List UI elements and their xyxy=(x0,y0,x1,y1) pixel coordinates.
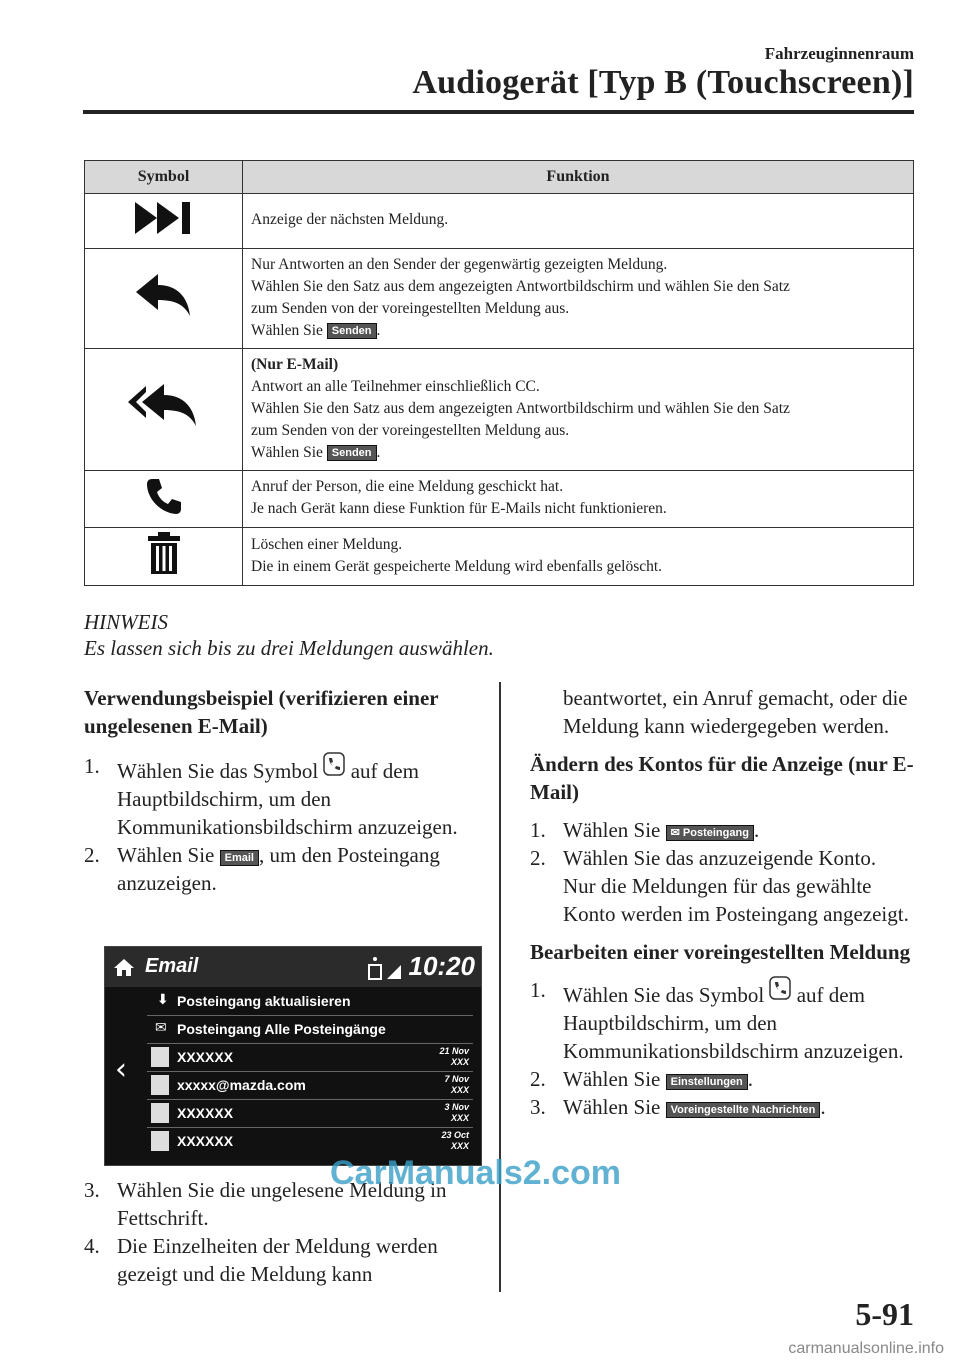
note-heading: HINWEIS xyxy=(84,610,168,634)
back-arrow-icon: ‹ xyxy=(115,1052,127,1087)
left-column xyxy=(84,684,484,897)
screen-title-bar xyxy=(105,947,481,987)
table-row xyxy=(85,471,914,528)
section-heading: Ändern des Kontos für die Anzeige (nur E-Mail) xyxy=(530,752,914,804)
reply-all-icon xyxy=(126,380,202,432)
update-inbox-row: ⬇ Posteingang aktualisieren xyxy=(147,989,473,1016)
table-row: Nur Antworten an den Sender der gegenwärtig gezeigten Meldung. Wählen Sie den Satz aus dem angezeigten Antwortbildschirm und wählen Sie den Satz zum Senden von der voreingestellten Meldung aus. Wählen Sie Senden . xyxy=(85,249,914,349)
phone-icon xyxy=(144,476,184,516)
column-header-function: Funktion xyxy=(243,161,914,194)
watermark: CarManuals2.com xyxy=(330,1154,621,1192)
envelope-icon: ✉ xyxy=(155,1020,167,1036)
function-text: Anzeige der nächsten Meldung. xyxy=(251,211,449,228)
email-screen-illustration xyxy=(104,946,482,1166)
inbox-button-image: ✉ Posteingang xyxy=(666,825,754,841)
communication-icon xyxy=(323,752,345,776)
message-row: XXXXXX 3 Nov XXX xyxy=(147,1101,473,1128)
trash-icon xyxy=(146,531,182,575)
site-watermark: carmanualsonline.info xyxy=(788,1340,944,1357)
section-heading: Verwendungsbeispiel (verifizieren einer ungelesenen E-Mail) xyxy=(84,686,439,738)
page-number: 5-91 xyxy=(855,1296,914,1332)
table-row xyxy=(85,528,914,586)
email-button-image: Email xyxy=(220,850,259,866)
section-label: Fahrzeuginnenraum xyxy=(764,44,914,63)
step-item: 1. Wählen Sie das Symbol auf dem Hauptbildschirm, um den Kommunikationsbildschirm anzuzeigen. xyxy=(84,754,458,839)
home-icon xyxy=(113,957,135,977)
signal-status-icon xyxy=(367,953,405,981)
message-row: XXXXXX 23 Oct XXX xyxy=(147,1129,473,1155)
function-text: Wählen Sie xyxy=(251,443,323,461)
function-text: Je nach Gerät kann diese Funktion für E-Mails nicht funktionieren. xyxy=(251,500,667,517)
screen-title: Email xyxy=(145,955,199,977)
page-title: Audiogerät [Typ B (Touchscreen)] xyxy=(412,64,914,101)
send-button-image: Senden xyxy=(327,323,377,339)
function-text: Wählen Sie xyxy=(251,321,323,339)
step-item: 2. Wählen Sie Email , um den Posteingang anzuzeigen. xyxy=(84,843,440,895)
download-icon: ⬇ xyxy=(157,992,169,1008)
contact-avatar-icon xyxy=(151,1047,169,1067)
function-text: Löschen einer Meldung. xyxy=(251,535,403,553)
step-item: 3. Wählen Sie die ungelesene Meldung in Fettschrift. xyxy=(84,1178,447,1230)
function-text: zum Senden von der voreingestellten Meldung aus. xyxy=(251,421,570,439)
step-item: 1. Wählen Sie das Symbol auf dem Hauptbildschirm, um den Kommunikationsbildschirm anzuzeigen. xyxy=(530,978,904,1063)
header-rule xyxy=(83,110,914,114)
table-row: (Nur E-Mail) Antwort an alle Teilnehmer einschließlich CC. Wählen Sie den Satz aus dem angezeigten Antwortbildschirm und wählen Sie den Satz zum Senden von der voreingestellten Meldung aus. Wählen Sie Senden . xyxy=(85,349,914,471)
function-text: Die in einem Gerät gespeicherte Meldung wird ebenfalls gelöscht. xyxy=(251,557,663,575)
reply-icon xyxy=(132,270,196,320)
step-item: 2. Wählen Sie das anzuzeigende Konto. Nur die Meldungen für das gewählte Konto werden im Posteingang angezeigt. xyxy=(530,846,909,926)
step-item: 2. Wählen Sie Einstellungen . xyxy=(530,1067,754,1091)
function-text-bold: (Nur E-Mail) xyxy=(251,355,339,373)
contact-avatar-icon xyxy=(151,1103,169,1123)
message-row: xxxxx@mazda.com 7 Nov XXX xyxy=(147,1073,473,1100)
screen-clock: 10:20 xyxy=(408,951,475,981)
right-column xyxy=(530,684,914,1121)
inbox-select-row: ✉ Posteingang Alle Posteingänge xyxy=(147,1017,473,1044)
contact-avatar-icon xyxy=(151,1075,169,1095)
function-text: Anruf der Person, die eine Meldung geschickt hat. xyxy=(251,478,564,495)
function-text: Nur Antworten an den Sender der gegenwärtig gezeigten Meldung. xyxy=(251,255,668,273)
column-divider xyxy=(499,682,501,1292)
communication-icon xyxy=(769,976,791,1000)
table-header-row xyxy=(85,161,914,194)
settings-button-image: Einstellungen xyxy=(666,1074,748,1090)
continued-text: beantwortet, ein Anruf gemacht, oder die Meldung kann wiedergegeben werden. xyxy=(563,686,908,738)
message-row: XXXXXX 21 Nov XXX xyxy=(147,1045,473,1072)
section-heading: Bearbeiten einer voreingestellten Meldung xyxy=(530,940,911,964)
function-text: Wählen Sie den Satz aus dem angezeigten Antwortbildschirm und wählen Sie den Satz xyxy=(251,277,790,295)
contact-avatar-icon xyxy=(151,1131,169,1151)
symbol-table xyxy=(84,160,914,586)
table-row xyxy=(85,194,914,249)
function-text: Wählen Sie den Satz aus dem angezeigten Antwortbildschirm und wählen Sie den Satz xyxy=(251,399,790,417)
preset-messages-button-image: Voreingestellte Nachrichten xyxy=(666,1102,821,1118)
send-button-image: Senden xyxy=(327,445,377,461)
function-text: zum Senden von der voreingestellten Meldung aus. xyxy=(251,299,570,317)
function-text: Antwort an alle Teilnehmer einschließlich CC. xyxy=(251,377,540,395)
column-header-symbol: Symbol xyxy=(85,161,243,194)
next-message-icon xyxy=(133,198,195,238)
step-item: 4. Die Einzelheiten der Meldung werden gezeigt und die Meldung kann xyxy=(84,1234,438,1286)
step-item: 1. Wählen Sie ✉ Posteingang . xyxy=(530,818,760,842)
note-text: Es lassen sich bis zu drei Meldungen auswählen. xyxy=(84,636,494,660)
step-item: 3. Wählen Sie Voreingestellte Nachrichten . xyxy=(530,1095,826,1119)
